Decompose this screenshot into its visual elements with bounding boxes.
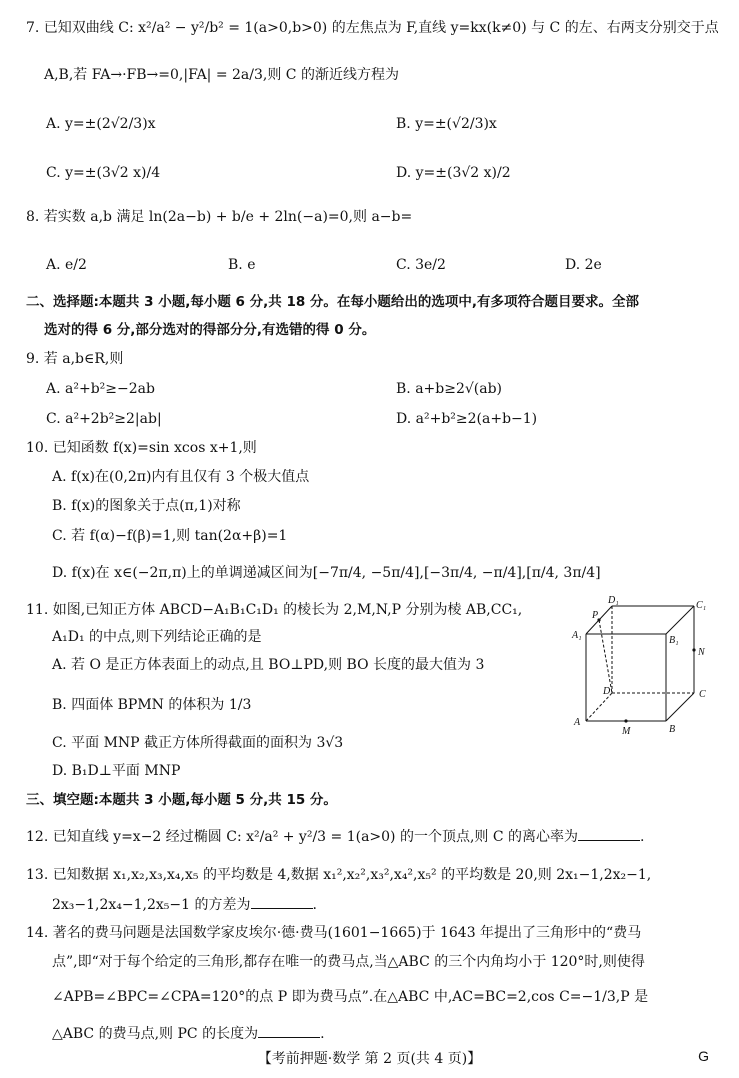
- footer-version-letter: G: [698, 1048, 709, 1064]
- label-a1: A₁: [572, 630, 582, 641]
- q14-line4-wrap: [52, 1023, 325, 1043]
- q13-line2-wrap: [52, 894, 317, 914]
- cube-figure: [568, 594, 718, 739]
- label-a: A: [574, 717, 581, 728]
- q7-option-b: B. y=±(√2/3)x: [396, 116, 497, 132]
- section2-heading-line1: 二、选择题:本题共 3 小题,每小题 6 分,共 18 分。在每小题给出的选项中,有多项符合题目要求。全部: [26, 294, 640, 310]
- q12-answer-blank[interactable]: [578, 826, 640, 841]
- q10-option-a: A. f(x)在(0,2π)内有且仅有 3 个极大值点: [52, 469, 310, 485]
- q13-answer-blank[interactable]: [251, 894, 313, 909]
- label-n: N: [698, 647, 705, 658]
- q11-option-c: C. 平面 MNP 截正方体所得截面的面积为 3√3: [52, 735, 344, 751]
- page-footer: 【考前押题·数学 第 2 页(共 4 页)】: [257, 1051, 482, 1067]
- q13-line1: 13. 已知数据 x₁,x₂,x₃,x₄,x₅ 的平均数是 4,数据 x₁²,x₂²,x₃²,x₄²,x₅² 的平均数是 20,则 2x₁−1,2x₂−1,: [26, 867, 652, 883]
- q11-line1: 11. 如图,已知正方体 ABCD−A₁B₁C₁D₁ 的棱长为 2,M,N,P 分别为棱 AB,CC₁,: [26, 602, 523, 618]
- edge-a-d: [586, 693, 612, 721]
- section3-heading: 三、填空题:本题共 3 小题,每小题 5 分,共 15 分。: [26, 792, 337, 808]
- label-m: M: [622, 726, 631, 737]
- q13-line2: 2x₃−1,2x₄−1,2x₅−1 的方差为: [52, 897, 251, 913]
- q10-option-b: B. f(x)的图象关于点(π,1)对称: [52, 498, 241, 514]
- point-m: [624, 719, 627, 722]
- q10-option-d: D. f(x)在 x∈(−2π,π)上的单调递减区间为[−7π/4, −5π/4],[−3π/4, −π/4],[π/4, 3π/4]: [52, 565, 601, 581]
- q7-option-d: D. y=±(3√2 x)/2: [396, 165, 511, 181]
- q9-option-d: D. a²+b²≥2(a+b−1): [396, 411, 538, 427]
- q9-option-c: C. a²+2b²≥2|ab|: [46, 411, 162, 427]
- q9-stem: 9. 若 a,b∈R,则: [26, 351, 124, 367]
- q7-line2: A,B,若 FA→·FB→=0,|FA| = 2a/3,则 C 的渐近线方程为: [44, 67, 399, 83]
- q10-option-c: C. 若 f(α)−f(β)=1,则 tan(2α+β)=1: [52, 528, 288, 544]
- section2-heading-line2: 选对的得 6 分,部分选对的得部分分,有选错的得 0 分。: [44, 322, 376, 338]
- q8-stem: 8. 若实数 a,b 满足 ln(2a−b) + b/e + 2ln(−a)=0,则 a−b=: [26, 209, 413, 225]
- q12-stem: 12. 已知直线 y=x−2 经过椭圆 C: x²/a² + y²/3 = 1(a>0) 的一个顶点,则 C 的离心率为: [26, 829, 579, 845]
- label-d1: D₁: [608, 595, 619, 606]
- q12-end: .: [640, 829, 645, 845]
- segment-p-d: [599, 620, 612, 693]
- q8-option-a: A. e/2: [46, 257, 87, 273]
- q14-line2: 点”,即“对于每个给定的三角形,都存在唯一的费马点,当△ABC 的三个内角均小于 120°时,则使得: [52, 954, 645, 970]
- label-b1: B₁: [669, 635, 679, 646]
- q14-end: .: [320, 1026, 325, 1042]
- q11-option-a: A. 若 O 是正方体表面上的动点,且 BO⊥PD,则 BO 长度的最大值为 3: [52, 657, 485, 673]
- q7-line1: 7. 已知双曲线 C: x²/a² − y²/b² = 1(a>0,b>0) 的左焦点为 F,直线 y=kx(k≠0) 与 C 的左、右两支分别交于点: [26, 20, 719, 36]
- q14-line4: △ABC 的费马点,则 PC 的长度为: [52, 1026, 259, 1042]
- point-n: [692, 648, 695, 651]
- q14-line1: 14. 著名的费马问题是法国数学家皮埃尔·德·费马(1601−1665)于 1643 年提出了三角形中的“费马: [26, 925, 642, 941]
- q9-option-a: A. a²+b²≥−2ab: [46, 381, 155, 397]
- label-c: C: [699, 689, 706, 700]
- q11-option-b: B. 四面体 BPMN 的体积为 1/3: [52, 697, 252, 713]
- q14-answer-blank[interactable]: [258, 1023, 320, 1038]
- q10-stem: 10. 已知函数 f(x)=sin xcos x+1,则: [26, 440, 257, 456]
- q11-line2: A₁D₁ 的中点,则下列结论正确的是: [52, 629, 262, 645]
- q9-option-b: B. a+b≥2√(ab): [396, 381, 503, 397]
- edge-b-c: [666, 693, 694, 721]
- q7-option-a: A. y=±(2√2/3)x: [46, 116, 156, 132]
- label-d: D: [603, 686, 611, 697]
- q14-line3: ∠APB=∠BPC=∠CPA=120°的点 P 即为费马点”.在△ABC 中,AC=BC=2,cos C=−1/3,P 是: [52, 989, 649, 1005]
- label-b: B: [669, 724, 676, 735]
- label-p: P: [592, 610, 599, 621]
- q12-line: [26, 826, 645, 846]
- q8-option-b: B. e: [228, 257, 256, 273]
- q11-option-d: D. B₁D⊥平面 MNP: [52, 763, 181, 779]
- q7-option-c: C. y=±(3√2 x)/4: [46, 165, 161, 181]
- q8-option-d: D. 2e: [565, 257, 602, 273]
- q13-end: .: [312, 897, 317, 913]
- edge-b1-c1: [666, 606, 694, 634]
- label-c1: C₁: [696, 600, 707, 611]
- q8-option-c: C. 3e/2: [396, 257, 446, 273]
